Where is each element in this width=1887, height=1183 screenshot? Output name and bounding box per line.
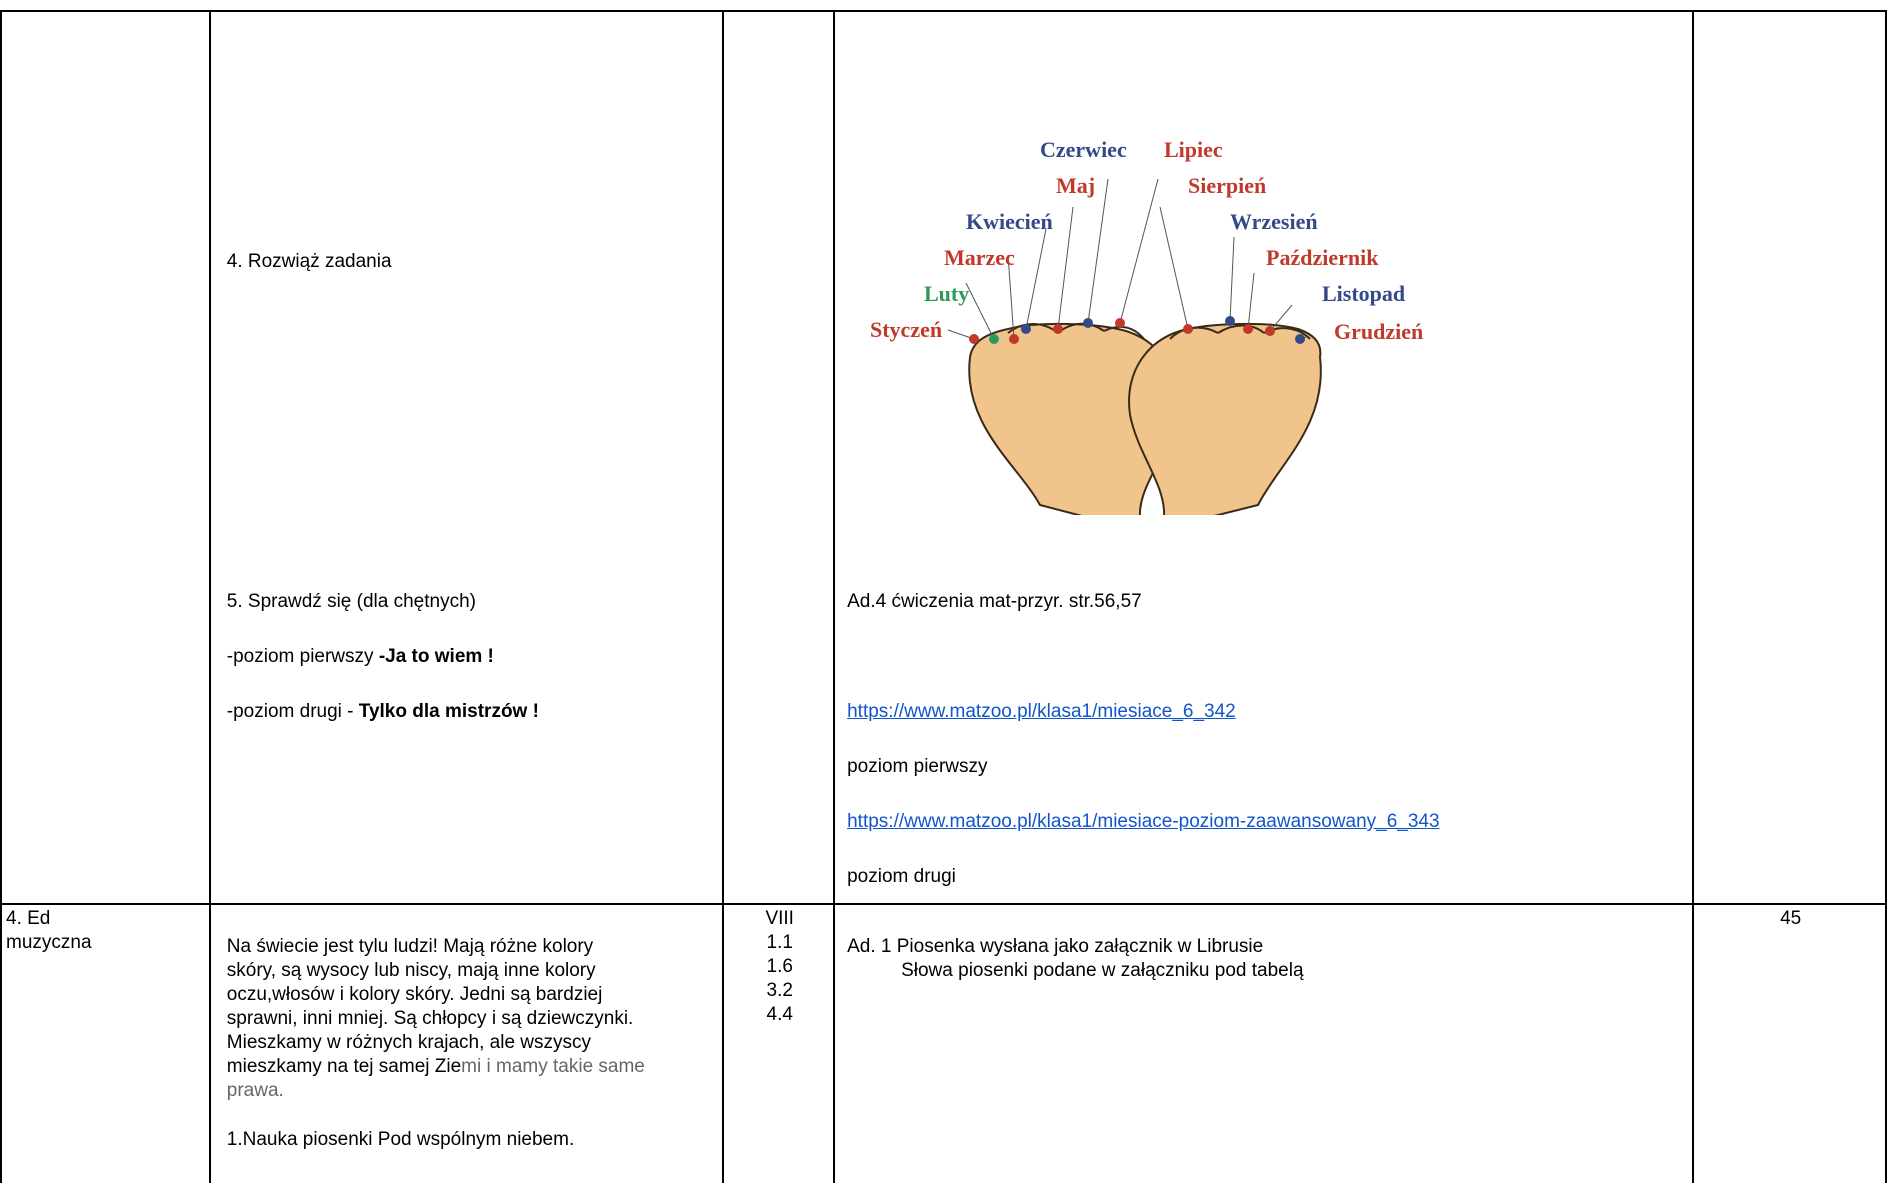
task-5-text: 5. Sprawdź się (dla chętnych) (226, 591, 476, 612)
level-1-text (227, 645, 494, 669)
paragraph-line: prawa. (226, 1080, 284, 1101)
ad1-line-1: Ad. 1 Piosenka wysłana jako załącznik w Librusie (847, 936, 1264, 957)
month-label: Luty (924, 281, 970, 306)
month-label: Wrzesień (1230, 209, 1318, 234)
paragraph-line: sprawni, inni mniej. Są chłopcy i są dziewczynki. (226, 1008, 634, 1029)
code-item: 1.6 (766, 956, 793, 977)
month-label: Kwiecień (966, 209, 1053, 234)
activity-cell (210, 11, 723, 904)
right-hand-shape (1129, 324, 1321, 515)
minutes-cell (1693, 904, 1886, 1183)
subject-line-1: 4. Ed (6, 908, 51, 929)
link-level-1[interactable]: https://www.matzoo.pl/klasa1/miesiace_6_342 (847, 701, 1236, 722)
subject-line-2: muzyczna (6, 932, 92, 953)
link-level-2-caption: poziom drugi (847, 866, 956, 887)
task-4-text: 4. Rozwiąż zadania (226, 251, 392, 272)
minutes-cell (1693, 11, 1886, 904)
minutes-value: 45 (1780, 908, 1802, 929)
code-item: 3.2 (766, 980, 793, 1001)
level-2-prefix: -poziom drugi - (226, 701, 359, 722)
month-label: Styczeń (870, 317, 943, 342)
activity-cell (210, 904, 723, 1183)
paragraph-line: oczu,włosów i kolory skóry. Jedni są bardziej (226, 984, 603, 1005)
month-label: Marzec (944, 245, 1015, 270)
month-label: Listopad (1322, 281, 1406, 306)
link-level-2[interactable]: https://www.matzoo.pl/klasa1/miesiace-poziom-zaawansowany_6_343 (847, 811, 1440, 832)
level-2-bold: Tylko dla mistrzów ! (358, 701, 539, 722)
table-row (1, 904, 1886, 1183)
codes-cell (723, 11, 834, 904)
codes-cell (723, 904, 834, 1183)
paragraph-line: Na świecie jest tylu ludzi! Mają różne kolory (226, 936, 594, 957)
month-label: Październik (1266, 245, 1379, 270)
paragraph-part: mieszkamy na tej samej Zie (226, 1056, 462, 1077)
subject-cell (1, 904, 210, 1183)
paragraph-line: skóry, są wysocy lub niscy, mają inne kolory (226, 960, 596, 981)
ad1-line-2: Słowa piosenki podane w załączniku pod tabelą (901, 960, 1304, 981)
month-label: Grudzień (1334, 319, 1424, 344)
month-label: Sierpień (1188, 173, 1267, 198)
month-label: Maj (1056, 173, 1096, 198)
level-1-prefix: -poziom pierwszy (226, 646, 379, 667)
code-item: 4.4 (766, 1004, 793, 1025)
code-item: VIII (765, 908, 794, 929)
month-label: Lipiec (1164, 137, 1223, 162)
code-item: 1.1 (766, 932, 793, 953)
subject-cell (1, 11, 210, 904)
level-2-text (227, 700, 539, 724)
paragraph-part-faded: mi i mamy takie same (461, 1056, 645, 1077)
month-label: Czerwiec (1040, 137, 1127, 162)
paragraph-line: Mieszkamy w różnych krajach, ale wszyscy (226, 1032, 592, 1053)
paragraph-line (227, 1055, 645, 1079)
link-level-1-caption: poziom pierwszy (847, 756, 988, 777)
months-knuckles-image (858, 125, 1458, 515)
level-1-bold: -Ja to wiem ! (378, 646, 494, 667)
ad4-text: Ad.4 ćwiczenia mat-przyr. str.56,57 (847, 591, 1142, 612)
song-line: 1.Nauka piosenki Pod wspólnym niebem. (226, 1129, 575, 1150)
notes-cell (834, 904, 1693, 1183)
